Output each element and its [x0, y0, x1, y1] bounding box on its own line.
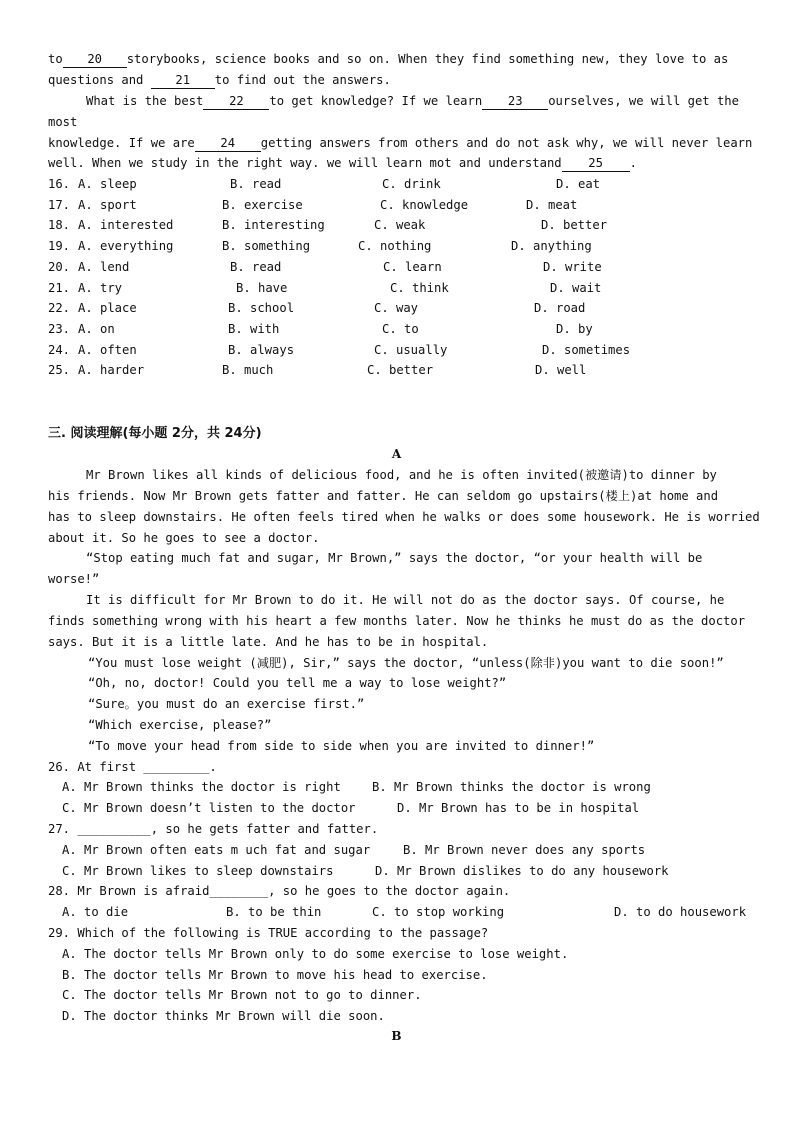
option-c[interactable]: C. drink [382, 177, 441, 191]
para-line: “Oh, no, doctor! Could you tell me a way to lose weight?” [88, 676, 507, 690]
blank-25[interactable]: 25 [562, 156, 630, 172]
option-c[interactable]: C. way [374, 301, 419, 316]
cloze-text: . [629, 156, 637, 170]
cloze-text: questions and [48, 73, 144, 87]
option-a[interactable]: A. sport [78, 197, 137, 212]
blank-20[interactable]: 20 [63, 52, 127, 68]
option-d[interactable]: D. better [541, 218, 608, 233]
para-line: “To move your head from side to side when you are invited to dinner!” [88, 739, 595, 753]
question-number: 18. [48, 218, 71, 233]
option-d[interactable]: D. wait [550, 280, 602, 295]
q28-option-b[interactable]: B. to be thin [226, 905, 322, 919]
q26-option-a[interactable]: A. Mr Brown thinks the doctor is right [62, 780, 341, 794]
option-a[interactable]: A. often [78, 342, 137, 357]
cloze-line-3 [86, 91, 748, 111]
cloze-text: What is the best [86, 94, 204, 108]
section-heading: 三. 阅读理解(每小题 2分，共 24分) [48, 426, 262, 441]
cloze-line-1 [48, 49, 748, 69]
option-c[interactable]: C. knowledge [380, 197, 469, 212]
cloze-text: storybooks, science books and so on. When they find something new, they love to as [126, 52, 729, 66]
para-line: “Sure。you must do an exercise first.” [88, 697, 365, 711]
q29-option-d[interactable]: D. The doctor thinks Mr Brown will die soon. [62, 1009, 385, 1023]
cloze-text: to get knowledge? If we learn [269, 94, 483, 108]
option-b[interactable]: B. read [230, 177, 282, 191]
para-line: Mr Brown likes all kinds of delicious food, and he is often invited(被邀请)to dinner by [86, 468, 717, 482]
question-number: 24. [48, 342, 71, 357]
option-d[interactable]: D. by [556, 321, 593, 336]
question-number: 17. [48, 197, 71, 212]
blank-24[interactable]: 24 [195, 136, 261, 152]
option-a[interactable]: A. lend [78, 259, 130, 274]
option-d[interactable]: D. anything [511, 239, 592, 254]
cloze-text: to [48, 52, 63, 66]
option-b[interactable]: B. read [230, 259, 282, 274]
cloze-text: to find out the answers. [214, 73, 391, 87]
q26-option-d[interactable]: D. Mr Brown has to be in hospital [397, 801, 640, 815]
question-number: 23. [48, 321, 71, 336]
para-line: about it. So he goes to see a doctor. [48, 531, 320, 545]
para-line: “You must lose weight (减肥), Sir,” says the doctor, “unless(除非)you want to die soon!” [88, 656, 724, 670]
question-27-stem: 27. __________, so he gets fatter and fatter. [48, 822, 379, 836]
passage-b-label: B [391, 1029, 402, 1043]
question-number: 22. [48, 301, 71, 316]
passage-a-label: A [391, 447, 402, 461]
option-a[interactable]: A. try [78, 280, 123, 295]
para-line: “Stop eating much fat and sugar, Mr Brown,” says the doctor, “or your health will be [86, 551, 703, 565]
cloze-line-6 [48, 153, 748, 173]
q28-option-d[interactable]: D. to do housework [614, 905, 747, 919]
option-b[interactable]: B. interesting [222, 218, 325, 233]
option-c[interactable]: C. weak [374, 218, 426, 233]
option-a[interactable]: A. harder [78, 363, 145, 378]
option-a[interactable]: A. place [78, 301, 137, 316]
question-number: 21. [48, 280, 71, 295]
question-28-stem: 28. Mr Brown is afraid________, so he goes to the doctor again. [48, 884, 511, 898]
blank-23[interactable]: 23 [482, 94, 548, 110]
q27-option-a[interactable]: A. Mr Brown often eats m uch fat and sugar [62, 843, 371, 857]
q27-option-d[interactable]: D. Mr Brown dislikes to do any housework [375, 864, 669, 878]
q29-option-b[interactable]: B. The doctor tells Mr Brown to move his head to exercise. [62, 968, 488, 982]
option-b[interactable]: B. much [222, 363, 274, 378]
option-b[interactable]: B. always [228, 342, 295, 357]
question-29-stem: 29. Which of the following is TRUE according to the passage? [48, 926, 489, 940]
question-number: 16. [48, 177, 71, 191]
option-c[interactable]: C. learn [383, 259, 442, 274]
option-d[interactable]: D. eat [556, 177, 601, 191]
option-a[interactable]: A. on [78, 321, 115, 336]
cloze-text: knowledge. If we are [48, 136, 195, 150]
cloze-text: well. When we study in the right way. we will learn mot and understand [48, 156, 562, 170]
question-number: 19. [48, 239, 71, 254]
option-d[interactable]: D. well [535, 363, 587, 378]
q26-option-b[interactable]: B. Mr Brown thinks the doctor is wrong [372, 780, 651, 794]
option-a[interactable]: A. interested [78, 218, 174, 233]
option-d[interactable]: D. sometimes [542, 342, 631, 357]
para-line: “Which exercise, please?” [88, 718, 272, 732]
option-d[interactable]: D. road [534, 301, 586, 316]
blank-21[interactable]: 21 [151, 73, 215, 89]
option-b[interactable]: B. exercise [222, 197, 303, 212]
para-line: has to sleep downstairs. He often feels tired when he walks or does some housework. He is worried [48, 510, 760, 524]
q27-option-b[interactable]: B. Mr Brown never does any sports [403, 843, 646, 857]
cloze-text: getting answers from others and do not ask why, we will never learn [260, 136, 753, 150]
option-a[interactable]: A. sleep [78, 177, 137, 191]
q29-option-a[interactable]: A. The doctor tells Mr Brown only to do some exercise to lose weight. [62, 947, 569, 961]
q28-option-a[interactable]: A. to die [62, 905, 129, 919]
option-b[interactable]: B. something [222, 239, 311, 254]
para-line: his friends. Now Mr Brown gets fatter and fatter. He can seldom go upstairs(楼上)at home and [48, 489, 719, 503]
option-b[interactable]: B. school [228, 301, 295, 316]
q26-option-c[interactable]: C. Mr Brown doesn’t listen to the doctor [62, 801, 356, 815]
option-d[interactable]: D. write [543, 259, 602, 274]
question-26-stem: 26. At first _________. [48, 760, 217, 774]
option-a[interactable]: A. everything [78, 239, 174, 254]
option-c[interactable]: C. usually [374, 342, 448, 357]
para-line: worse!” [48, 572, 100, 586]
option-c[interactable]: C. to [382, 321, 419, 336]
q28-option-c[interactable]: C. to stop working [372, 905, 505, 919]
cloze-line-2 [48, 70, 748, 90]
q27-option-c[interactable]: C. Mr Brown likes to sleep downstairs [62, 864, 334, 878]
question-number: 25. [48, 363, 71, 378]
option-b[interactable]: B. with [228, 321, 280, 336]
option-c[interactable]: C. nothing [358, 239, 432, 254]
cloze-text: ourselves, we will get the [548, 94, 739, 108]
option-d[interactable]: D. meat [526, 197, 578, 212]
option-b[interactable]: B. have [236, 280, 288, 295]
para-line: finds something wrong with his heart a few months later. Now he thinks he must do as the doctor [48, 614, 746, 628]
option-c[interactable]: C. think [390, 280, 449, 295]
para-line: It is difficult for Mr Brown to do it. He will not do as the doctor says. Of course, he [86, 593, 725, 607]
cloze-line-4: most [48, 115, 78, 129]
option-c[interactable]: C. better [367, 363, 434, 378]
para-line: says. But it is a little late. And he has to be in hospital. [48, 635, 489, 649]
blank-22[interactable]: 22 [203, 94, 269, 110]
q29-option-c[interactable]: C. The doctor tells Mr Brown not to go to dinner. [62, 988, 422, 1002]
question-number: 20. [48, 259, 71, 274]
cloze-line-5 [48, 133, 753, 153]
